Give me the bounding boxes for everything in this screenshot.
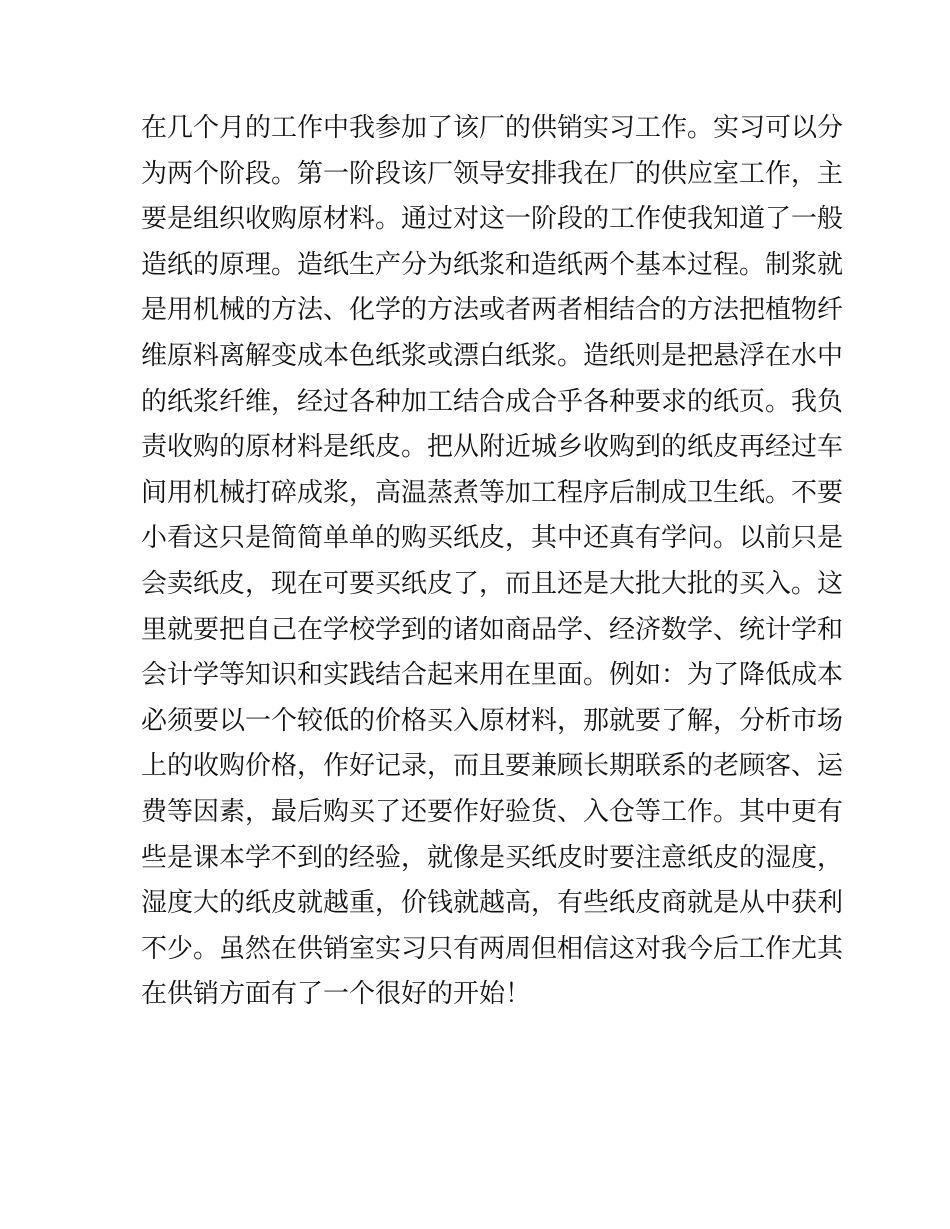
text-line: 不少。虽然在供销室实习只有两周但相信这对我今后工作尤其: [141, 933, 844, 964]
text-line: 里就要把自己在学校学到的诸如商品学、经济数学、统计学和: [141, 614, 844, 645]
text-line: 为两个阶段。第一阶段该厂领导安排我在厂的供应室工作，主: [141, 158, 844, 189]
text-line: 上的收购价格，作好记录，而且要兼顾长期联系的老顾客、运: [141, 751, 844, 782]
body-paragraph: [141, 106, 844, 1018]
text-line: 些是课本学不到的经验，就像是买纸皮时要注意纸皮的湿度，: [141, 842, 844, 873]
text-line: 在供销方面有了一个很好的开始！: [141, 979, 532, 1010]
text-line: 会卖纸皮，现在可要买纸皮了，而且还是大批大批的买入。这: [141, 568, 844, 599]
text-line: 间用机械打碎成浆，高温蒸煮等加工程序后制成卫生纸。不要: [141, 477, 844, 508]
text-line: 维原料离解变成本色纸浆或漂白纸浆。造纸则是把悬浮在水中: [141, 340, 844, 371]
text-line: 的纸浆纤维，经过各种加工结合成合乎各种要求的纸页。我负: [141, 386, 844, 417]
text-line: 在几个月的工作中我参加了该厂的供销实习工作。实习可以分: [141, 113, 844, 143]
text-line: 会计学等知识和实践结合起来用在里面。例如：为了降低成本: [141, 660, 844, 691]
text-line: 责收购的原材料是纸皮。把从附近城乡收购到的纸皮再经过车: [141, 432, 844, 463]
text-line: 小看这只是简简单单的购买纸皮，其中还真有学问。以前只是: [141, 523, 844, 554]
text-line: 造纸的原理。造纸生产分为纸浆和造纸两个基本过程。制浆就: [141, 249, 844, 280]
text-line: 是用机械的方法、化学的方法或者两者相结合的方法把植物纤: [141, 295, 844, 326]
text-line: 费等因素，最后购买了还要作好验货、入仓等工作。其中更有: [141, 796, 844, 827]
text-line: 湿度大的纸皮就越重，价钱就越高，有些纸皮商就是从中获利: [141, 888, 844, 919]
text-line: 必须要以一个较低的价格买入原材料，那就要了解，分析市场: [141, 705, 844, 736]
text-line: 要是组织收购原材料。通过对这一阶段的工作使我知道了一般: [141, 204, 844, 235]
